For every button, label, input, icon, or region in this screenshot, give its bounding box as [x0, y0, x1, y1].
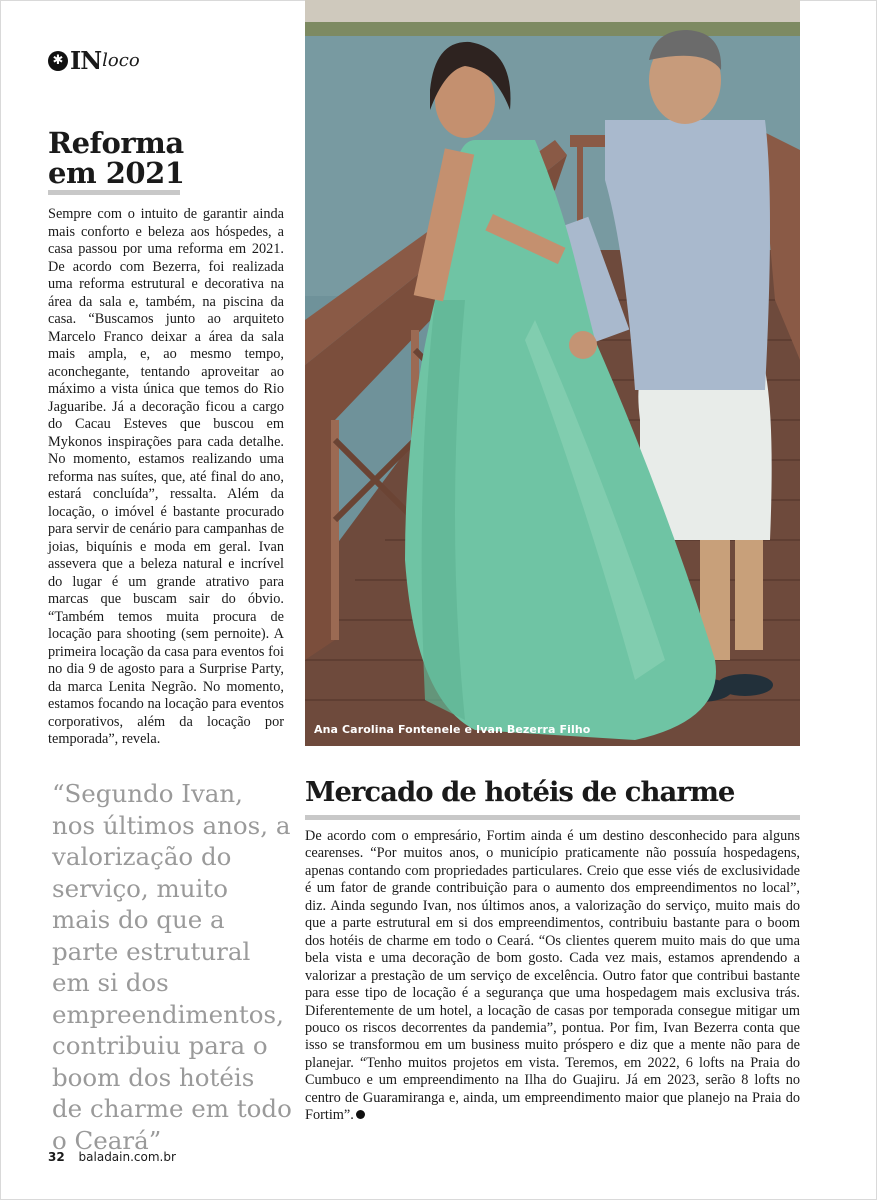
- section-tag-main: IN: [70, 46, 102, 75]
- footer-site: baladain.com.br: [78, 1150, 176, 1164]
- section-tag: [48, 46, 140, 75]
- right-article-text: De acordo com o empresário, Fortim ainda é um destino desconhecido para alguns cearenses. “Por muitos anos, o município praticamente não possuía hospedagens, apenas contando com propriedades particulares. Creio que esse viés de exclusividade é um fator de grande contribuição para o aumento dos empreendimentos no local”, diz. Ainda segundo Ivan, nos últimos anos, a valorização do serviço, muito mais do que a parte estrutural em si dos empreendimentos, contribuiu bastante para o boom dos hotéis de charme em todo o Ceará. “Os clientes querem muito mais do que uma bela vista e uma decoração de bom gosto. Cada vez mais, estamos aprendendo a valorizar a prestação de um serviço de excelência. Outro fator que contribui bastante para esse tipo de locação é a segurança que uma hospedagem mais exclusiva trás. Diferentemente de um hotel, a locação de casas por temporada consegue mitigar um pouco os riscos decorrentes da pandemia”, pontua. Por fim, Ivan Bezerra conta que isso se transformou em um business muito próspero e diz que a mente não para de planejar. “Tenho muitos projetos em vista. Teremos, em 2022, 6 lofts na Praia do Cumbuco e um empreendimento na Ilha do Guajiru. Já em 2023, serão 8 lofts no centro de Guaramiranga e, ainda, um empreendimento maior que planejo na Praia do Fortim”.: [305, 828, 800, 1124]
- page-footer: [48, 1150, 176, 1164]
- right-title-rule: [305, 815, 800, 820]
- right-article-title: Mercado de hotéis de charme: [305, 776, 735, 808]
- end-mark-icon: [356, 1110, 365, 1119]
- left-article-title: [48, 128, 288, 188]
- left-title-rule: [48, 190, 180, 195]
- left-article-body: Sempre com o intuito de garantir ainda mais conforto e beleza aos hóspedes, a casa passou por uma reforma em 2021. De acordo com Bezerra, foi realizada uma reforma estrutural e decorativa na área da sala e, também, na piscina da casa. “Buscamos junto ao arquiteto Marcelo Franco deixar a área da sala mais ampla, e, ao mesmo tempo, aconchegante, tentando aproveitar ao máximo a vista única que temos do Rio Jaguaribe. Já a decoração ficou a cargo do Cacau Esteves que buscou em Mykonos inspirações para cada detalhe. No momento, estamos realizando uma reforma nas suítes, que, até final do ano, estará concluída”, ressalta. Além da locação, o imóvel é bastante procurado para servir de cenário para campanhas de joias, biquínis e moda em geral. Ivan assevera que a beleza natural e incrível do lugar é um grande atrativo para marcas que buscam sair do óbvio. “Também temos muita procura de locação para shooting (sem pernoite). A primeira locação da casa para eventos foi no dia 9 de agosto para a Surprise Party, da marca Lenita Negrão. No momento, estamos focando na locação para eventos corporativos, além da locação por temporada”, revela.: [48, 206, 284, 747]
- photo-caption: Ana Carolina Fontenele e Ivan Bezerra Filho: [314, 723, 591, 736]
- left-title-line2: em 2021: [48, 156, 185, 190]
- right-article-body: [305, 828, 800, 1125]
- page-number: 32: [48, 1150, 65, 1164]
- section-tag-sub: loco: [102, 50, 140, 71]
- star-icon: ✱: [48, 51, 68, 71]
- article-photo: [305, 0, 800, 746]
- left-title-line1: Reforma: [48, 126, 184, 160]
- pull-quote: “Segundo Ivan, nos últimos anos, a valorização do serviço, muito mais do que a parte estrutural em si dos empreendimentos, contribuiu para o boom dos hotéis de charme em todo o Ceará”: [52, 779, 292, 1155]
